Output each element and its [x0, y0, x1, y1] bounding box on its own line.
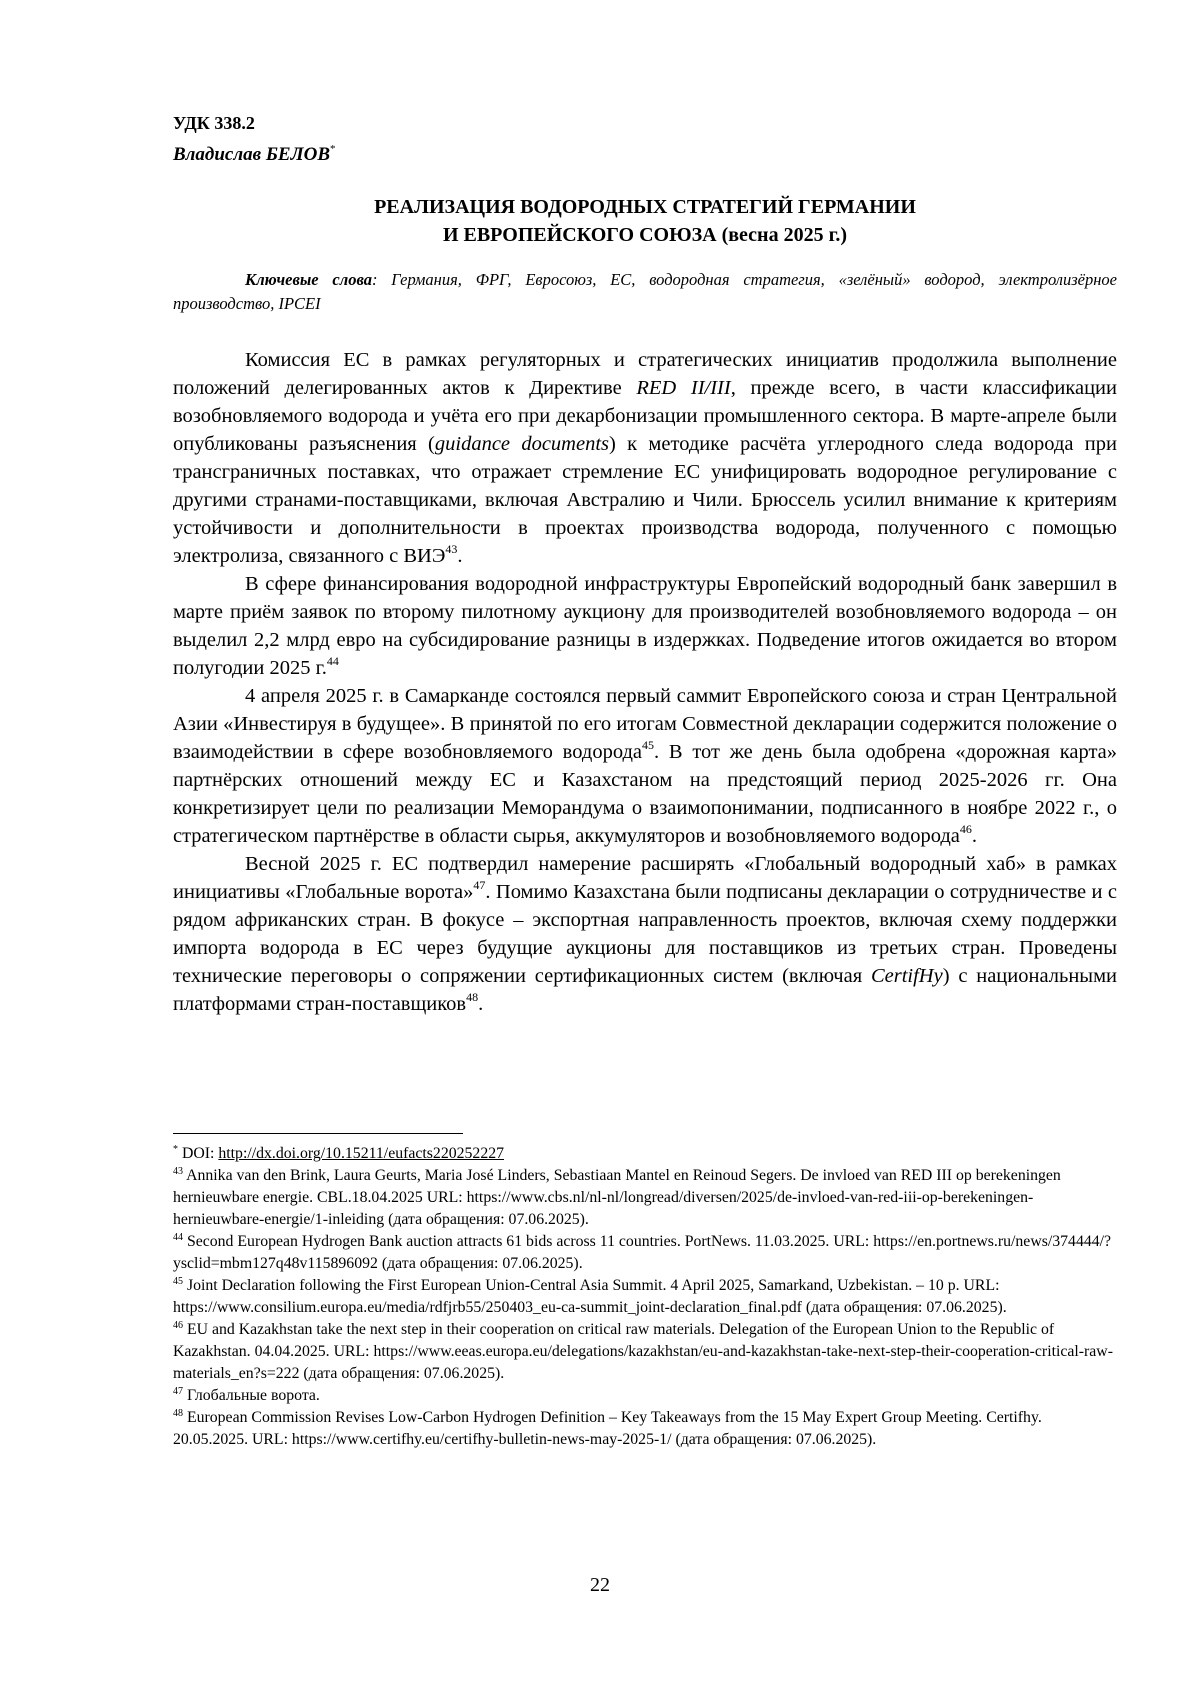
footnote-45: [173, 1275, 1117, 1319]
italic-term: CertifHy: [870, 965, 943, 987]
footnote-mark: *: [173, 1144, 178, 1155]
keywords-text: : Германия, ФРГ, Евросоюз, ЕС, водородная стратегия, «зелёный» водород, электролизёрное производство, IPCEI: [173, 270, 1117, 313]
footnote-separator: [173, 1133, 463, 1134]
footnote-43: [173, 1165, 1117, 1231]
footnote-44: [173, 1231, 1117, 1275]
footnote-text: Joint Declaration following the First European Union-Central Asia Summit. 4 April 2025, Samarkand, Uzbekistan. – 10 p. URL: https://www.consilium.europa.eu/media/rdfjrb55/250403_eu-ca-summit_joint-declaration_final.pdf (дата обращения: 07.06.2025).: [173, 1277, 1007, 1316]
footnote-text: Second European Hydrogen Bank auction attracts 61 bids across 11 countries. PortNews. 11.03.2025. URL: https://en.portnews.ru/news/374444/?ysclid=mbm127q48v115896092 (дата обращения: 07.06.2025).: [173, 1233, 1112, 1272]
footnote-text: DOI:: [178, 1145, 219, 1162]
footnote-ref-46[interactable]: 46: [959, 822, 972, 836]
paragraph-text: ) к методике расчёта углеродного следа водорода при трансграничных поставках, что отражает стремление ЕС унифицировать водородное регулирование с другими странами-поставщиками, включая Австралию и Чили. Брюссель усилил внимание к критериям устойчивости и дополнительности в проектах производства водорода, полученного с помощью электролиза, связанного с ВИЭ: [173, 433, 1117, 567]
footnote-text: Annika van den Brink, Laura Geurts, Maria José Linders, Sebastiaan Mantel en Reinoud Segers. De invloed van RED III op berekeningen hernieuwbare energie. CBL.18.04.2025 URL: https://www.cbs.nl/nl-nl/longread/diversen/2025/de-invloed-van-red-iii-op-berekeningen-hernieuwbare-energie/1-inleiding (дата обращения: 07.06.2025).: [173, 1167, 1061, 1228]
paragraph-text: Весной 2025 г. ЕС подтвердил намерение расширять «Глобальный водородный хаб» в рамках инициативы «Глобальные ворота»: [173, 853, 1117, 903]
footnotes: [173, 1143, 1117, 1451]
paragraph-2: [173, 570, 1117, 682]
footnote-ref-45[interactable]: 45: [642, 738, 655, 752]
footnote-number: 44: [173, 1232, 183, 1243]
paragraph-text: .: [971, 825, 978, 847]
footnote-text: EU and Kazakhstan take the next step in their cooperation on critical raw materials. Delegation of the European Union to the Republic of Kazakhstan. 04.04.2025. URL: https://www.eeas.europa.eu/delegations/kazakhstan/eu-and-kazakhstan-take-next-step-their-cooperation-critical-raw-materials_en?s=222 (дата обращения: 07.06.2025).: [173, 1321, 1113, 1382]
footnote-text: European Commission Revises Low-Carbon Hydrogen Definition – Key Takeaways from the 15 May Expert Group Meeting. Certifhy. 20.05.2025. URL: https://www.certifhy.eu/certifhy-bulletin-news-may-2025-1/ (дата обращения: 07.06.2025).: [173, 1409, 1042, 1448]
paragraph-1: [173, 346, 1117, 570]
footnote-48: [173, 1407, 1117, 1451]
paragraph-text: ) с национальными платформами стран-поставщиков: [173, 965, 1118, 1015]
article-title: [173, 193, 1117, 249]
keywords: [173, 268, 1117, 316]
italic-term: guidance documents: [434, 433, 610, 455]
paragraph-text: .: [457, 545, 463, 567]
author-name: [173, 137, 336, 167]
footnote-ref-47[interactable]: 47: [473, 878, 486, 892]
title-line-1: РЕАЛИЗАЦИЯ ВОДОРОДНЫХ СТРАТЕГИЙ ГЕРМАНИИ: [374, 196, 916, 218]
author-name-text: Владислав БЕЛОВ: [173, 144, 331, 165]
paragraph-4: [173, 850, 1117, 1018]
paragraph-text: В сфере финансирования водородной инфраструктуры Европейский водородный банк завершил в марте приём заявок по второму пилотному аукциону для производителей возобновляемого водорода – он выделил 2,2 млрд евро на субсидирование разницы в издержках. Подведение итогов ожидается во втором полугодии 2025 г.: [173, 573, 1117, 679]
footnote-number: 45: [173, 1276, 183, 1287]
paragraph-text: Комиссия ЕС в рамках регуляторных и стратегических инициатив продолжила выполнение положений делегированных актов к Директиве: [173, 349, 1117, 399]
page-number: 22: [590, 1574, 610, 1596]
author-footnote-mark[interactable]: *: [330, 143, 336, 155]
keywords-label: Ключевые слова: [245, 270, 372, 289]
footnote-47: [173, 1385, 1117, 1407]
paragraph-3: [173, 682, 1117, 850]
udk-code: УДК 338.2: [173, 113, 255, 133]
article-body: [173, 346, 1117, 1018]
footnote-46: [173, 1319, 1117, 1385]
footnote-ref-43[interactable]: 43: [445, 542, 458, 556]
footnote-number: 43: [173, 1166, 183, 1177]
footnote-ref-44[interactable]: 44: [326, 654, 339, 668]
paragraph-text: .: [478, 993, 484, 1015]
footnote-number: 47: [173, 1386, 183, 1397]
paragraph-text: 4 апреля 2025 г. в Самарканде состоялся первый саммит Европейского союза и стран Центральной Азии «Инвестируя в будущее». В принятой по его итогам Совместной декларации содержится положение о взаимодействии в сфере возобновляемого водорода: [173, 685, 1117, 763]
title-line-2: И ЕВРОПЕЙСКОГО СОЮЗА (весна 2025 г.): [442, 224, 848, 246]
paragraph-text: . В тот же день была одобрена «дорожная карта» партнёрских отношений между ЕС и Казахстаном на предстоящий период 2025-2026 гг. Она конкретизирует цели по реализации Меморандума о взаимопонимании, подписанного в ноябре 2022 г., о стратегическом партнёрстве в области сырья, аккумуляторов и возобновляемого водорода: [173, 741, 1117, 847]
footnote-text: Глобальные ворота.: [183, 1387, 320, 1404]
footnote-number: 46: [173, 1320, 183, 1331]
footnote-doi: [173, 1143, 1117, 1165]
footnote-ref-48[interactable]: 48: [466, 990, 479, 1004]
footnote-number: 48: [173, 1408, 183, 1419]
italic-term: RED II/III: [636, 377, 731, 399]
paragraph-text: , прежде всего, в части классификации возобновляемого водорода и учёта его при декарбонизации промышленного сектора. В марте-апреле были опубликованы разъяснения (: [173, 377, 1117, 455]
paragraph-text: . Помимо Казахстана были подписаны декларации о сотрудничестве и с рядом африканских стран. В фокусе – экспортная направленность проектов, включая схему поддержки импорта водорода в ЕС через будущие аукционы для поставщиков из третьих стран. Проведены технические переговоры о сопряжении сертификационных систем (включая: [173, 881, 1117, 987]
doi-link[interactable]: http://dx.doi.org/10.15211/eufacts220252227: [218, 1145, 505, 1162]
